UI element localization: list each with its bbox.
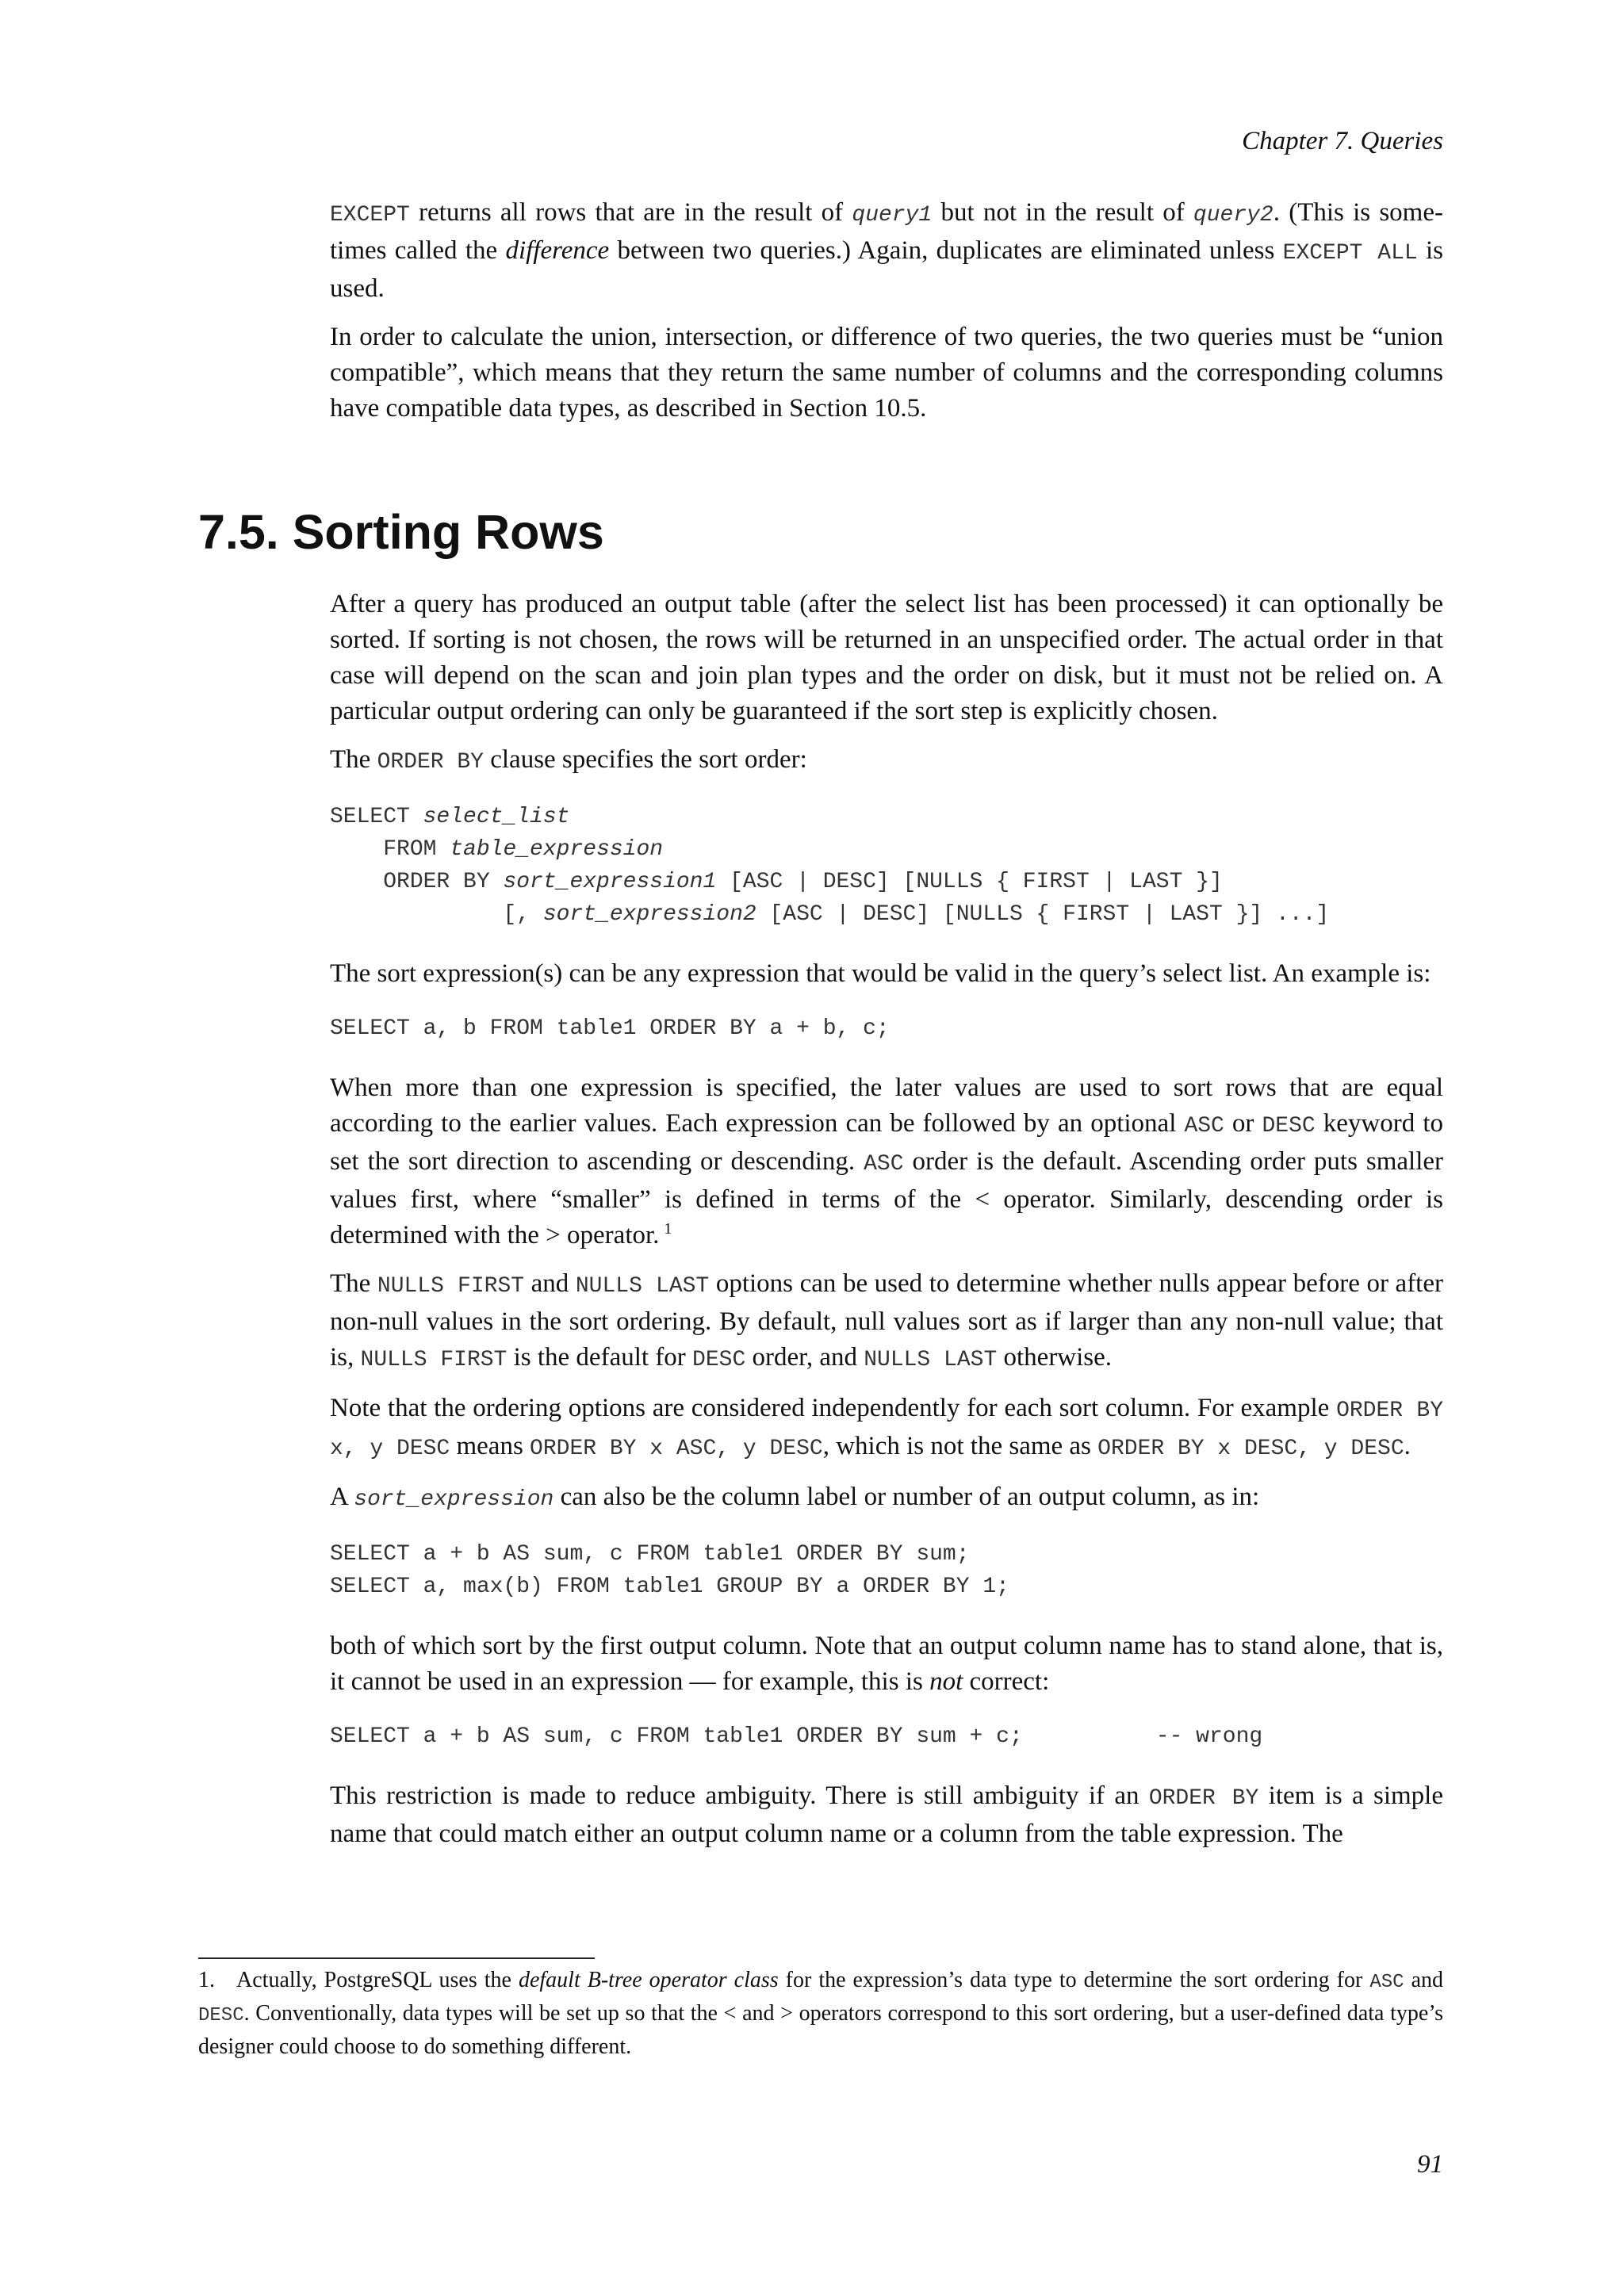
code-span: [, (330, 902, 543, 927)
example-1-code: SELECT a, b FROM table1 ORDER BY a + b, c; (330, 1016, 890, 1041)
text-span: returns all rows that are in the result of (409, 198, 852, 227)
nulls-first-keyword: NULLS FIRST (360, 1348, 508, 1372)
syntax-line-4 (330, 898, 1443, 931)
text-span: This restriction is made to reduce ambiguity. There is still ambiguity if an (330, 1781, 1149, 1810)
asc-keyword: ASC (1184, 1114, 1224, 1138)
section-body (330, 587, 1443, 1865)
footnote-reference[interactable]: 1 (664, 1220, 672, 1238)
desc-keyword: DESC (692, 1348, 746, 1372)
text-span: A (330, 1483, 354, 1511)
asc-keyword: ASC (1369, 1972, 1404, 1993)
text-span: means (450, 1432, 530, 1460)
code-span: FROM (330, 837, 450, 862)
desc-keyword: DESC (198, 2005, 244, 2026)
text-span: correct: (963, 1667, 1050, 1696)
text-span: order, and (745, 1343, 864, 1372)
example-3-code: SELECT a + b AS sum, c FROM table1 ORDER BY sum + c; -- wrong (330, 1724, 1263, 1749)
section-title: 7.5. Sorting Rows (198, 505, 604, 559)
stand-alone-paragraph (330, 1628, 1443, 1700)
inline-code: ORDER BY x, y DESC (330, 1399, 1443, 1461)
text-span: can also be the column label or number of an output column, as in: (553, 1483, 1260, 1511)
text-span: clause specifies the sort order: (483, 745, 807, 774)
except-keyword: EXCEPT (330, 203, 410, 228)
sort-expression-paragraph: The sort expression(s) can be any expression that would be valid in the query’s select list. An example is: (330, 959, 1431, 988)
desc-keyword: DESC (1262, 1114, 1316, 1138)
text-span: order is the default. Ascending order puts smaller values first, where “smaller” is defined in terms of the < operator. Similarly, descending order is determined with the > operator. (330, 1147, 1443, 1249)
except-paragraph (330, 195, 1443, 307)
emphasis-not: not (929, 1667, 963, 1696)
sorting-intro-paragraph: After a query has produced an output table (after the select list has been processed) it can optionally be sorted. If sorting is not chosen, the rows will be returned in an unspecified order. The actual order in that case will depend on the scan and join plan types and the order on disk, but it must not be relied on. A particular output ordering can only be guaranteed if the sort step is explicitly chosen. (330, 590, 1443, 725)
text-span: is used. (330, 236, 1443, 303)
code-var: select_list (423, 805, 570, 829)
order-by-keyword: ORDER BY (377, 750, 484, 775)
code-span: ORDER BY (330, 870, 504, 894)
text-span: When more than one expression is specified, the later values are used to sort rows that are equal according to the earlier values. Each expression can be followed by an optional (330, 1073, 1443, 1138)
text-span: for the expression’s data type to determine the sort ordering for (778, 1968, 1370, 1992)
ambiguity-paragraph (330, 1778, 1443, 1852)
syntax-line-3 (330, 866, 1443, 898)
query2-var: query2 (1193, 203, 1274, 228)
text-span: and (524, 1269, 576, 1298)
text-span: or (1224, 1109, 1262, 1138)
inline-code: ORDER BY x ASC, y DESC (530, 1437, 823, 1461)
asc-keyword: ASC (864, 1152, 904, 1177)
text-span: both of which sort by the first output column. Note that an output column name has to stand alone, that is, it cannot be used in an expression — for example, this is (330, 1632, 1443, 1696)
intro-block (330, 195, 1443, 439)
text-span: . Conventionally, data types will be set up so that the < and > operators correspond to this sort ordering, but a user-defined data type’s designer could choose to do something different. (198, 2001, 1443, 2059)
example-2-code: SELECT a + b AS sum, c FROM table1 ORDER BY sum; SELECT a, max(b) FROM table1 GROUP BY a ORDER BY 1; (330, 1542, 1009, 1599)
text-span: but not in the result of (932, 198, 1193, 227)
text-span: options can be used to determine whether nulls appear before or after non-null values in the sort ordering. By default, null values sort as if larger than any non-null value; that is, (330, 1269, 1443, 1372)
difference-term: difference (505, 236, 610, 265)
column-label-paragraph (330, 1479, 1443, 1517)
order-by-paragraph (330, 742, 1443, 780)
query1-var: query1 (852, 203, 933, 228)
nulls-first-keyword: NULLS FIRST (377, 1274, 525, 1299)
code-var: sort_expression2 (542, 902, 756, 927)
text-span: The (330, 745, 377, 774)
ordering-options-paragraph (330, 1391, 1443, 1467)
footnote-emphasis: default B-tree operator class (518, 1968, 779, 1992)
syntax-line-2 (330, 833, 1443, 866)
footnote-rule (198, 1957, 595, 1959)
except-all-keyword: EXCEPT ALL (1282, 241, 1418, 266)
code-span: [ASC | DESC] [NULLS { FIRST | LAST }] (716, 870, 1223, 894)
text-span: . (1404, 1432, 1411, 1460)
text-span: item is a simple name that could match either an output column name or a column from the table expression. The (330, 1781, 1443, 1848)
code-var: table_expression (450, 837, 664, 862)
text-span: Actually, PostgreSQL uses the (236, 1968, 519, 1992)
text-span: . (This is some-times called the (330, 198, 1443, 265)
union-compatible-paragraph: In order to calculate the union, intersection, or difference of two queries, the two queries must be “union compatible”, which means that they return the same number of columns and the corresponding columns have compatible data types, as described in Section 10.5. (330, 323, 1443, 423)
text-span: keyword to set the sort direction to ascending or descending. (330, 1109, 1443, 1176)
text-span: The (330, 1269, 377, 1298)
text-span: is the default for (507, 1343, 693, 1372)
nulls-paragraph (330, 1266, 1443, 1378)
code-span: SELECT (330, 805, 423, 829)
nulls-last-keyword: NULLS LAST (864, 1348, 998, 1372)
footnote-number: 1. (198, 1968, 215, 1992)
sort-expression-var: sort_expression (354, 1487, 554, 1512)
text-span: and (1404, 1968, 1443, 1992)
order-by-keyword: ORDER BY (1148, 1786, 1259, 1811)
page-number: 91 (1417, 2150, 1443, 2179)
code-span: [ASC | DESC] [NULLS { FIRST | LAST }] ...] (756, 902, 1330, 927)
running-header: Chapter 7. Queries (1242, 127, 1443, 155)
multiple-expressions-paragraph (330, 1070, 1443, 1253)
nulls-last-keyword: NULLS LAST (575, 1274, 710, 1299)
text-span: otherwise. (997, 1343, 1113, 1372)
text-span: Note that the ordering options are considered independently for each sort column. For example (330, 1394, 1337, 1422)
syntax-line-1 (330, 801, 1443, 833)
inline-code: ORDER BY x DESC, y DESC (1097, 1437, 1404, 1461)
syntax-block (330, 801, 1443, 931)
text-span: between two queries.) Again, duplicates are eliminated unless (609, 236, 1283, 265)
footnote-1 (198, 1965, 1443, 2062)
code-var: sort_expression1 (503, 870, 717, 894)
text-span: , which is not the same as (822, 1432, 1098, 1460)
